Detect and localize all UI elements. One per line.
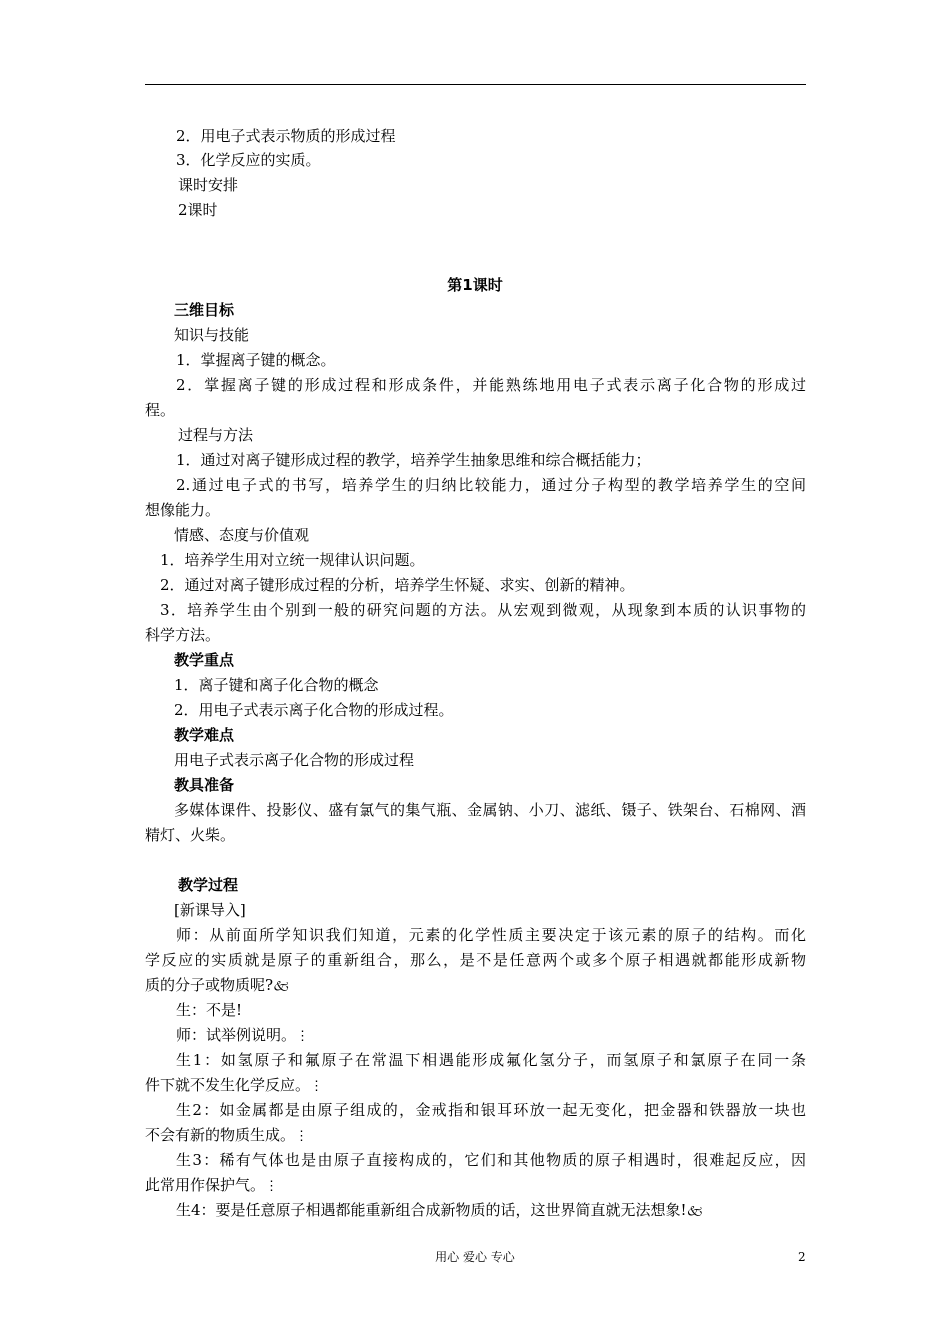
subheading: 课时安排 bbox=[178, 176, 239, 194]
content-line: 2．通过对离子键形成过程的分析，培养学生怀疑、求实、创新的精神。 bbox=[160, 576, 635, 594]
dialogue-line: 生1：如氢原子和氟原子在常温下相遇能形成氟化氢分子，而氢原子和氯原子在同一条 bbox=[176, 1051, 806, 1069]
content-line: 用电子式表示离子化合物的形成过程 bbox=[174, 751, 415, 769]
dialogue-line: 生3：稀有气体也是由原子直接构成的，它们和其他物质的原子相遇时，很难起反应，因 bbox=[176, 1151, 806, 1169]
dialogue-line: 师：从前面所学知识我们知道，元素的化学性质主要决定于该元素的原子的结构。而化 bbox=[176, 926, 806, 944]
dialogue-text: 件下就不发生化学反应。 bbox=[145, 1076, 311, 1094]
content-line: 精灯、火柴。 bbox=[145, 826, 236, 844]
dialogue-text: 不会有新的物质生成。 bbox=[145, 1126, 296, 1144]
content-line: 1．掌握离子键的概念。 bbox=[176, 351, 336, 369]
lesson-title: 第1课时 bbox=[447, 276, 503, 294]
page-number: 2 bbox=[798, 1250, 806, 1264]
section-heading: 教具准备 bbox=[174, 776, 235, 794]
footer-motto: 用心 爱心 专心 bbox=[435, 1250, 515, 1264]
dialogue-line bbox=[145, 1176, 278, 1196]
content-line: 2．用电子式表示离子化合物的形成过程。 bbox=[174, 701, 454, 719]
dialogue-line bbox=[145, 1126, 308, 1146]
section-heading: 教学过程 bbox=[178, 876, 239, 894]
swirl-mark-icon: 🙵 bbox=[273, 979, 290, 994]
section-heading: 教学难点 bbox=[174, 726, 235, 744]
dots-mark-icon: ⋮ bbox=[265, 1179, 279, 1194]
dialogue-text: 师：试举例说明。 bbox=[176, 1026, 297, 1044]
dots-mark-icon: ⋮ bbox=[310, 1079, 324, 1094]
content-line: 1．培养学生用对立统一规律认识问题。 bbox=[160, 551, 425, 569]
dialogue-line bbox=[145, 1076, 323, 1096]
dialogue-line bbox=[176, 1026, 309, 1046]
content-line: 多媒体课件、投影仪、盛有氯气的集气瓶、金属钠、小刀、滤纸、镊子、铁架台、石棉网、酒 bbox=[174, 801, 806, 819]
dialogue-text: 生4：要是任意原子相遇都能重新组合成新物质的话，这世界简直就无法想象! bbox=[176, 1201, 687, 1219]
subheading: 过程与方法 bbox=[178, 426, 254, 444]
content-line: 2．用电子式表示物质的形成过程 bbox=[176, 127, 396, 145]
section-heading: 三维目标 bbox=[174, 301, 235, 319]
content-line: 程。 bbox=[145, 401, 176, 419]
dialogue-line: 生：不是! bbox=[176, 1001, 243, 1019]
dialogue-line: 学反应的实质就是原子的重新组合，那么，是不是任意两个或多个原子相遇就都能形成新物 bbox=[145, 951, 806, 969]
content-line: 科学方法。 bbox=[145, 626, 221, 644]
content-line: 2．掌握离子键的形成过程和形成条件，并能熟练地用电子式表示离子化合物的形成过 bbox=[176, 376, 806, 394]
dialogue-line: 生2：如金属都是由原子组成的，金戒指和银耳环放一起无变化，把金器和铁器放一块也 bbox=[176, 1101, 806, 1119]
content-line: 1．离子键和离子化合物的概念 bbox=[174, 676, 379, 694]
content-line: 3．培养学生由个别到一般的研究问题的方法。从宏观到微观，从现象到本质的认识事物的 bbox=[160, 601, 806, 619]
subheading: 知识与技能 bbox=[174, 326, 250, 344]
content-line: 2.通过电子式的书写，培养学生的归纳比较能力，通过分子构型的教学培养学生的空间 bbox=[176, 476, 806, 494]
section-heading: 教学重点 bbox=[174, 651, 235, 669]
dots-mark-icon: ⋮ bbox=[295, 1129, 309, 1144]
swirl-mark-icon: 🙵 bbox=[686, 1204, 704, 1219]
dialogue-line bbox=[176, 1201, 703, 1221]
subheading: 情感、态度与价值观 bbox=[174, 526, 310, 544]
content-line: 2课时 bbox=[178, 201, 218, 219]
header-rule bbox=[145, 84, 806, 85]
dialogue-text: 此常用作保护气。 bbox=[145, 1176, 266, 1194]
content-line: 3．化学反应的实质。 bbox=[176, 151, 321, 169]
dialogue-line bbox=[145, 976, 290, 996]
dots-mark-icon: ⋮ bbox=[296, 1029, 310, 1044]
content-line: [新课导入] bbox=[174, 901, 246, 919]
dialogue-text: 质的分子或物质呢? bbox=[145, 976, 274, 994]
content-line: 想像能力。 bbox=[145, 501, 221, 519]
content-line: 1．通过对离子键形成过程的教学，培养学生抽象思维和综合概括能力； bbox=[176, 451, 651, 469]
